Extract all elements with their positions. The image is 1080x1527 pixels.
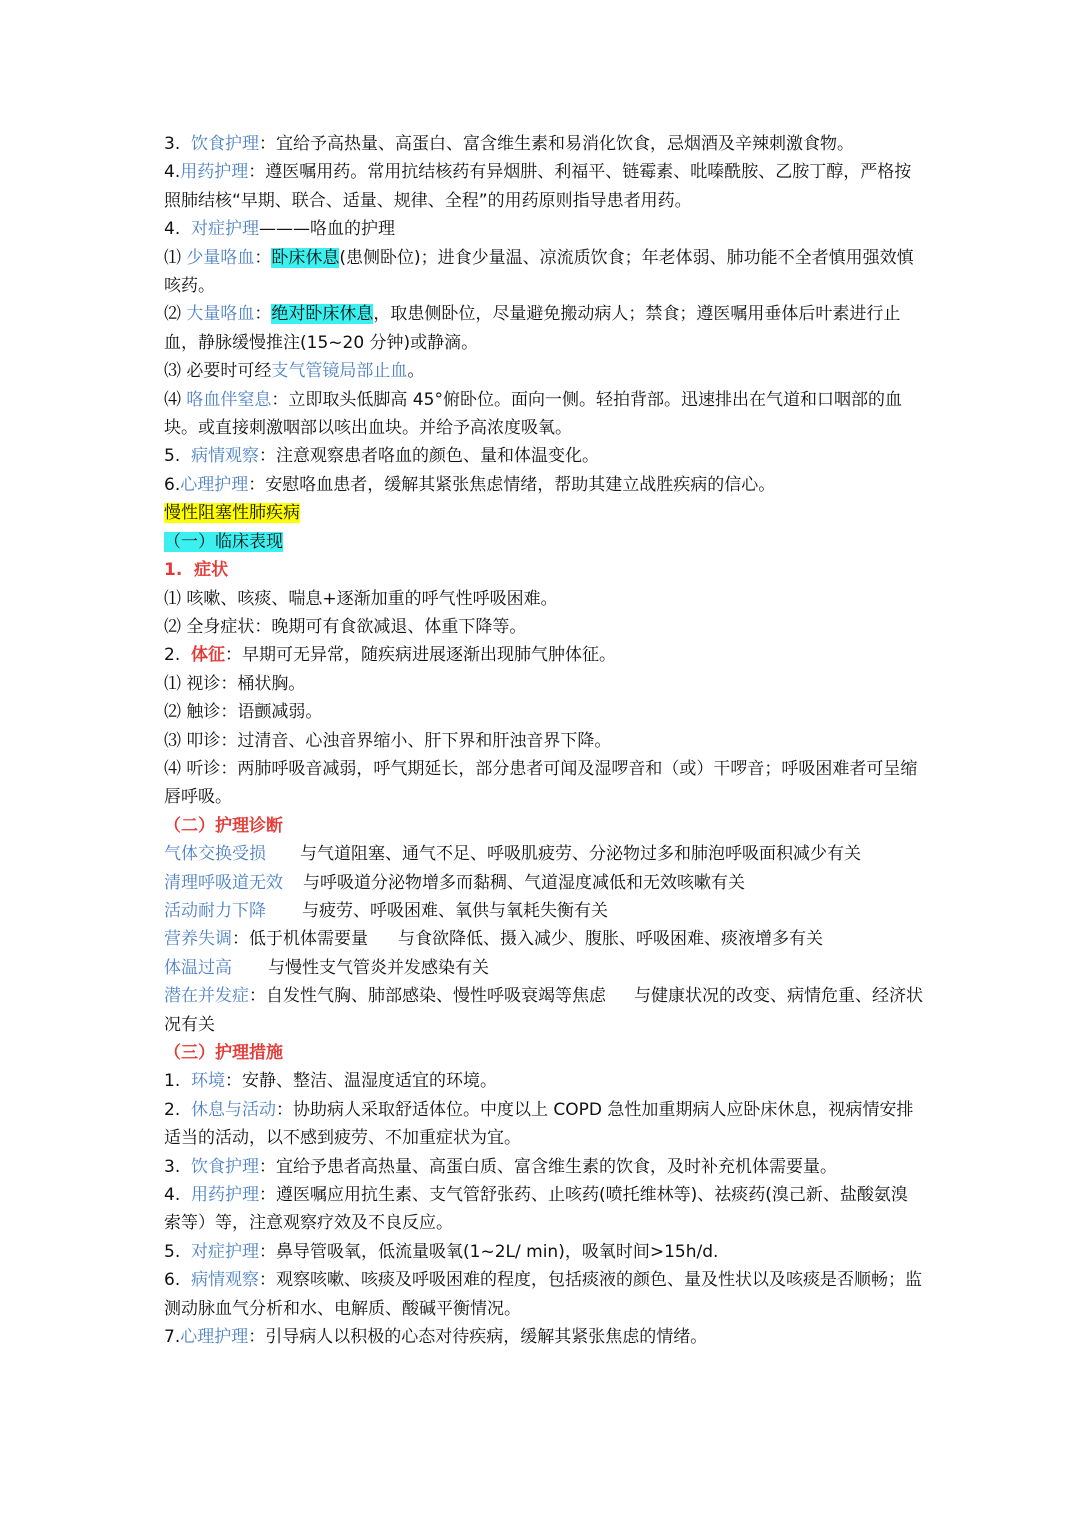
exam-item: ⑵ 触诊：语颤减弱。 <box>164 702 323 723</box>
item-number: 5. <box>164 446 192 467</box>
item-number: ⑷ <box>164 389 187 410</box>
diagnosis-name: 气体交换受损 <box>164 844 266 865</box>
item-text: ：遵医嘱用药。常用抗结核药有异烟肼、利福平、链霉素、吡嗪酰胺、乙胺丁醇，严格按照肺结核“早期、联合、适量、规律、全程”的用药原则指导患者用药。 <box>164 162 912 211</box>
item-keyword: 休息与活动 <box>191 1099 277 1120</box>
diagnosis-cause: 与健康状况的改变、病情危重、经济状况有关 <box>164 986 923 1035</box>
item-keyword: 咯血伴窒息 <box>186 389 272 410</box>
tb-diet-item <box>164 130 924 158</box>
item-text: ，取患侧卧位，尽量避免搬动病人；禁食；遵医嘱用垂体后叶素进行止血，静脉缓慢推注(15~20 分钟)或静滴。 <box>164 304 901 353</box>
item-keyword: 病情观察 <box>191 1270 260 1291</box>
tb-observation-item <box>164 442 924 470</box>
section-title: 慢性阻塞性肺疾病 <box>164 503 300 524</box>
diagnosis-detail: ：低于机体需要量 <box>232 929 368 950</box>
signs-item <box>164 641 924 669</box>
diagnosis-item <box>164 982 924 1039</box>
item-number: 1. <box>164 1071 192 1092</box>
item-keyword: 饮食护理 <box>191 1156 260 1177</box>
diagnosis-name: 活动耐力下降 <box>164 900 266 921</box>
copd-title <box>164 499 924 527</box>
item-number: 4. <box>164 162 181 183</box>
tb-bronchoscopy-item <box>164 357 924 385</box>
item-keyword: 心理护理 <box>180 474 249 495</box>
item-text: ：安慰咯血患者，缓解其紧张焦虑情绪，帮助其建立战胜疾病的信心。 <box>248 474 776 495</box>
measure-item <box>164 1067 924 1095</box>
item-keyword: 心理护理 <box>180 1327 249 1348</box>
diagnosis-heading: （二）护理诊断 <box>164 815 283 836</box>
item-keyword: 支气管镜局部止血 <box>271 361 408 382</box>
diagnosis-name: 营养失调 <box>164 929 232 950</box>
tb-symptomatic-item <box>164 215 924 243</box>
diagnosis-item <box>164 954 924 982</box>
measures-heading: （三）护理措施 <box>164 1043 283 1063</box>
item-keyword: 用药护理 <box>180 162 249 183</box>
tb-asphyxia-item <box>164 386 924 443</box>
diagnosis-cause: 与疲劳、呼吸困难、氧供与氧耗失衡有关 <box>302 900 608 921</box>
diagnosis-cause: 与呼吸道分泌物增多而黏稠、气道湿度减低和无效咳嗽有关 <box>303 872 745 893</box>
item-number: 4. <box>164 219 192 240</box>
diagnosis-detail: ：自发性气胸、肺部感染、慢性呼吸衰竭等焦虑 <box>249 986 606 1007</box>
item-keyword: 对症护理 <box>191 1241 260 1262</box>
item-keyword: 体征 <box>191 645 226 666</box>
exam-item: ⑷ 听诊：两肺呼吸音减弱，呼气期延长，部分患者可闻及湿啰音和（或）干啰音；呼吸困难者可呈缩唇呼吸。 <box>164 758 918 808</box>
item-text: ：宜给予高热量、高蛋白、富含维生素和易消化饮食，忌烟酒及辛辣刺激食物。 <box>259 134 855 154</box>
item-text: ：引导病人以积极的心态对待疾病，缓解其紧张焦虑的情绪。 <box>248 1327 708 1348</box>
highlighted-text: 绝对卧床休息 <box>271 304 374 325</box>
diagnosis-cause: 与食欲降低、摄入减少、腹胀、呼吸困难、痰液增多有关 <box>398 929 823 950</box>
measure-item <box>164 1238 924 1266</box>
section-heading: （一）临床表现 <box>164 531 283 552</box>
item-text: ：早期可无异常，随疾病进展逐渐出现肺气肿体征。 <box>225 645 617 666</box>
diagnosis-item <box>164 840 924 868</box>
diagnosis-item <box>164 925 924 953</box>
tb-psych-item <box>164 471 924 499</box>
item-text: ———咯血的护理 <box>259 219 396 240</box>
exam-item: ⑴ 视诊：桶状胸。 <box>164 673 306 694</box>
item-number: 2. <box>164 1099 192 1120</box>
tb-medication-item <box>164 158 924 215</box>
diagnosis-item <box>164 897 924 925</box>
symptom-item: ⑵ 全身症状：晚期可有食欲减退、体重下降等。 <box>164 616 527 637</box>
colon: ： <box>254 304 272 325</box>
item-text: ：协助病人采取舒适体位。中度以上 COPD 急性加重期病人应卧床休息，视病情安排适当的活动，以不感到疲劳、不加重症状为宜。 <box>164 1099 914 1149</box>
item-number: 4. <box>164 1185 192 1206</box>
diagnosis-name: 清理呼吸道无效 <box>164 872 283 893</box>
tb-major-hemoptysis <box>164 300 924 357</box>
measure-item <box>164 1266 924 1323</box>
item-number: 3. <box>164 134 192 154</box>
diagnosis-name: 潜在并发症 <box>164 986 249 1007</box>
measure-item <box>164 1181 924 1238</box>
item-number: 7. <box>164 1327 181 1348</box>
item-text: ：观察咳嗽、咳痰及呼吸困难的程度，包括痰液的颜色、量及性状以及咳痰是否顺畅；监测动脉血气分析和水、电解质、酸碱平衡情况。 <box>164 1270 923 1319</box>
item-text: ：鼻导管吸氧，低流量吸氧(1~2L/ min)，吸氧时间>15h/d. <box>259 1241 719 1262</box>
item-number: 3. <box>164 1156 192 1177</box>
measure-item <box>164 1096 924 1153</box>
item-keyword: 用药护理 <box>191 1185 260 1206</box>
item-keyword: 对症护理 <box>191 219 260 240</box>
item-number: 5. <box>164 1241 192 1262</box>
symptoms-heading: 1. 症状 <box>164 560 229 581</box>
item-number: ⑴ <box>164 247 187 268</box>
colon: ： <box>254 247 272 268</box>
item-text: ：宜给予患者高热量、高蛋白质、富含维生素的饮食，及时补充机体需要量。 <box>259 1156 838 1177</box>
highlighted-text: 卧床休息 <box>271 247 340 268</box>
tb-minor-hemoptysis <box>164 244 924 301</box>
item-number: 6. <box>164 474 181 495</box>
diagnosis-cause: 与气道阻塞、通气不足、呼吸肌疲劳、分泌物过多和肺泡呼吸面积减少有关 <box>300 844 861 865</box>
item-number: 6. <box>164 1270 192 1291</box>
measure-item <box>164 1153 924 1181</box>
item-keyword: 大量咯血 <box>186 304 255 325</box>
item-keyword: 病情观察 <box>191 446 260 467</box>
item-keyword: 饮食护理 <box>191 134 260 154</box>
exam-item: ⑶ 叩诊：过清音、心浊音界缩小、肝下界和肝浊音界下降。 <box>164 730 612 751</box>
measure-item <box>164 1323 924 1351</box>
item-number: 2. <box>164 645 192 666</box>
item-text: ：注意观察患者咯血的颜色、量和体温变化。 <box>259 446 600 467</box>
item-text: 。 <box>407 361 425 382</box>
item-text: ：遵医嘱应用抗生素、支气管舒张药、止咳药(喷托维林等)、祛痰药(溴己新、盐酸氨溴索等）等，注意观察疗效及不良反应。 <box>164 1185 908 1234</box>
symptom-item: ⑴ 咳嗽、咳痰、喘息+逐渐加重的呼气性呼吸困难。 <box>164 588 558 609</box>
document-page <box>164 130 924 1351</box>
item-keyword: 环境 <box>191 1071 226 1092</box>
diagnosis-cause: 与慢性支气管炎并发感染有关 <box>268 957 489 978</box>
item-text: ：立即取头低脚高 45°俯卧位。面向一侧。轻拍背部。迅速排出在气道和口咽部的血块。或直接刺激咽部以咳出血块。并给予高浓度吸氧。 <box>164 389 902 439</box>
item-text: ⑶ 必要时可经 <box>164 361 272 382</box>
diagnosis-item <box>164 869 924 897</box>
item-keyword: 少量咯血 <box>186 247 255 268</box>
clinical-heading <box>164 528 924 556</box>
item-number: ⑵ <box>164 304 187 325</box>
item-text: (患侧卧位)；进食少量温、凉流质饮食；年老体弱、肺功能不全者慎用强效慎咳药。 <box>164 247 914 297</box>
item-text: ：安静、整洁、温湿度适宜的环境。 <box>225 1071 498 1092</box>
diagnosis-name: 体温过高 <box>164 957 232 978</box>
